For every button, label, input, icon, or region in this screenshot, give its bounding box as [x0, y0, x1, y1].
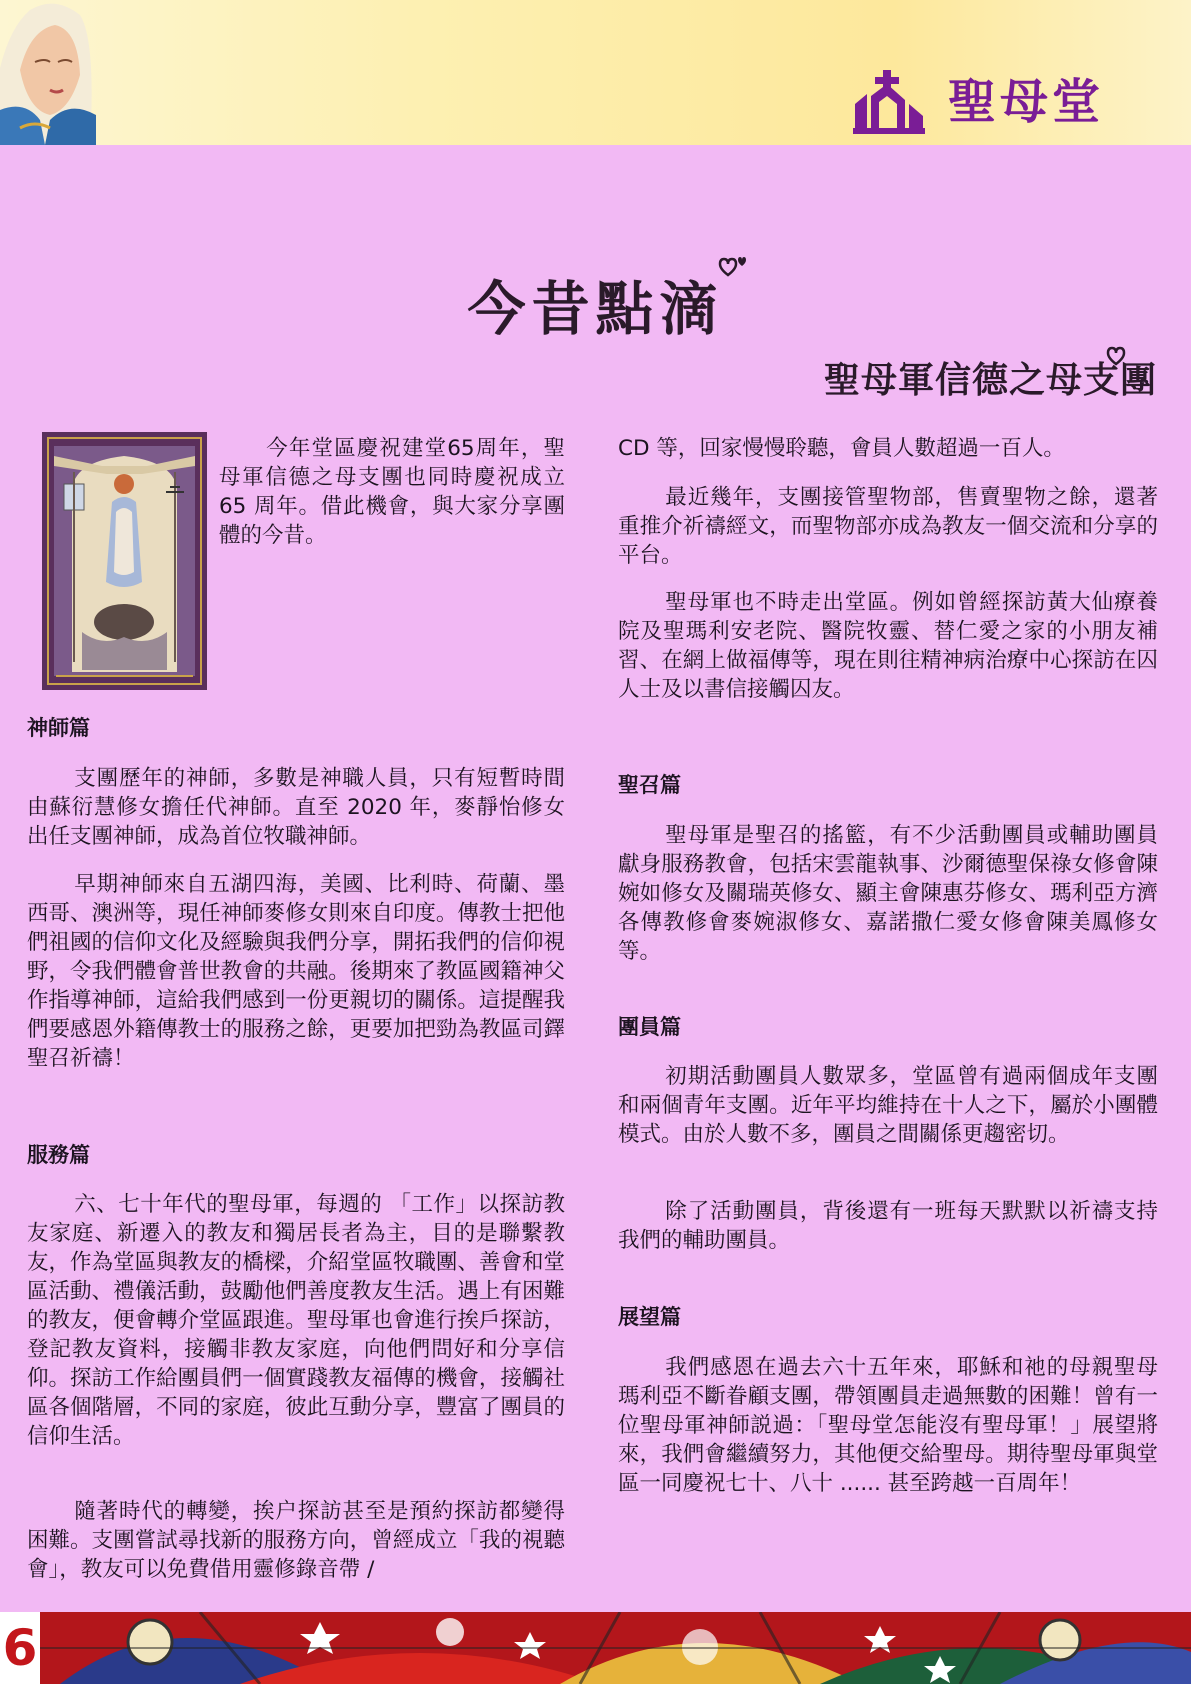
service-paragraph-1: 六、七十年代的聖母軍，每週的 「工作」以探訪教友家庭、新遷入的教友和獨居長者為主，目的是聯繫教友，作為堂區與教友的橋樑，介紹堂區牧職團、善會和堂區活動、禮儀活動，鼓勵他們善度教友生活。遇上有困難的教友，便會轉介堂區跟進。聖母軍也會進行挨戶探訪，登記教友資料，接觸非教友家庭，向他們問好和分享信仰。探訪工作給團員們一個實踐教友福傳的機會，接觸社區各個階層，不同的家庭，彼此互動分享，豐富了團員的信仰生活。 [27, 1192, 565, 1449]
section-heading-members: 團員篇 [618, 1015, 681, 1039]
legion-of-mary-vexillum-image [42, 432, 207, 690]
church-logo-icon [853, 70, 925, 134]
page-subtitle: 聖母軍信德之母支團 [823, 360, 1157, 401]
service-paragraph-2-continued: CD 等，回家慢慢聆聽，會員人數超過一百人。 [618, 436, 1065, 461]
virgin-mary-statue-image [0, 0, 96, 145]
vocation-paragraph-1: 聖母軍是聖召的搖籃，有不少活動團員或輔助團員獻身服務教會，包括宋雲龍執事、沙爾德聖保祿女修會陳婉如修女及關瑞英修女、顯主會陳惠芬修女、瑪利亞方濟各傳教修會麥婉淑修女、嘉諾撒仁愛女修會陳美鳳修女等。 [618, 823, 1158, 964]
section-heading-priests: 神師篇 [27, 716, 90, 740]
page-title: 今昔點滴 [467, 275, 724, 343]
church-name: 聖母堂 [948, 74, 1105, 130]
service-paragraph-2: 隨著時代的轉變，挨户探訪甚至是預約探訪都變得困難。支團嘗試尋找新的服務方向，曾經成立「我的視聽會」，教友可以免費借用靈修錄音帶 / [27, 1499, 565, 1582]
heart-decoration-icon [1104, 346, 1134, 368]
page-number: 6 [0, 1612, 40, 1684]
heart-decoration-icon [712, 256, 746, 282]
members-paragraph-2: 除了活動團員，背後還有一班每天默默以祈禱支持我們的輔助團員。 [618, 1199, 1158, 1253]
service-paragraph-3: 最近幾年，支團接管聖物部，售賣聖物之餘，還著重推介祈禱經文，而聖物部亦成為教友一個交流和分享的平台。 [618, 485, 1158, 568]
members-paragraph-1: 初期活動團員人數眾多，堂區曾有過兩個成年支團和兩個青年支團。近年平均維持在十人之下，屬於小團體模式。由於人數不多，團員之間關係更趨密切。 [618, 1064, 1158, 1147]
intro-paragraph: 今年堂區慶祝建堂65周年，聖母軍信德之母支團也同時慶祝成立 65 周年。借此機會，與大家分享團體的今昔。 [219, 436, 565, 548]
section-heading-service: 服務篇 [27, 1143, 90, 1167]
priests-paragraph-2: 早期神師來自五湖四海，美國、比利時、荷蘭、墨西哥、澳洲等，現任神師麥修女則來自印度。傳教士把他們祖國的信仰文化及經驗與我們分享，開拓我們的信仰視野，令我們體會普世教會的共融。後期來了教區國籍神父作指導神師，這給我們感到一份更親切的關係。這提醒我們要感恩外籍傳教士的服務之餘，更要加把勁為教區司鐸聖召祈禱！ [27, 872, 565, 1071]
section-heading-vocation: 聖召篇 [618, 773, 681, 797]
section-heading-outlook: 展望篇 [618, 1305, 681, 1329]
service-paragraph-4: 聖母軍也不時走出堂區。例如曾經探訪黃大仙療養院及聖瑪利安老院、醫院牧靈、替仁愛之家的小朋友補習、在網上做福傳等，現在則往精神病治療中心探訪在囚人士及以書信接觸囚友。 [618, 590, 1158, 702]
stained-glass-footer-image [0, 1612, 1191, 1684]
header-banner [0, 0, 1191, 145]
priests-paragraph-1: 支團歷年的神師，多數是神職人員，只有短暫時間由蘇衍慧修女擔任代神師。直至 2020 年，麥靜怡修女出任支團神師，成為首位牧職神師。 [27, 766, 565, 849]
outlook-paragraph-1: 我們感恩在過去六十五年來，耶穌和祂的母親聖母瑪利亞不斷眷顧支團，帶領團員走過無數的困難！曾有一位聖母軍神師説過：「聖母堂怎能沒有聖母軍！」展望將來，我們會繼續努力，其他便交給聖母。期待聖母軍與堂區一同慶祝七十、八十 ...... 甚至跨越一百周年！ [618, 1355, 1158, 1496]
